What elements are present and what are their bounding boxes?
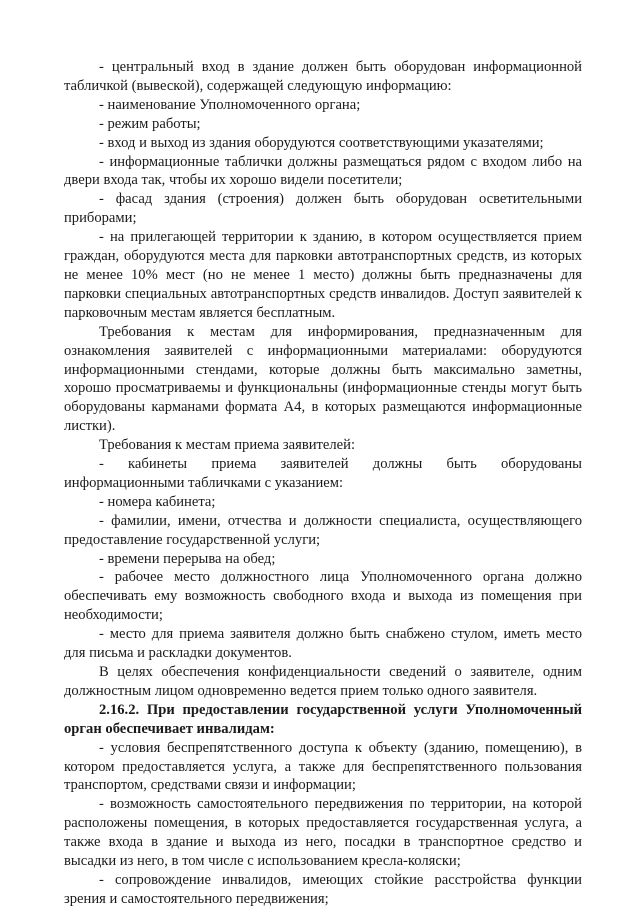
paragraph-confidentiality: В целях обеспечения конфиденциальности сведений о заявителе, одним должностным лицом одновременно ведется прием только одного заявителя. bbox=[64, 664, 582, 699]
section-heading-2-16-2: 2.16.2. При предоставлении государственной услуги Уполномоченный орган обеспечивает инвалидам: bbox=[64, 701, 582, 737]
paragraph-escort: - сопровождение инвалидов, имеющих стойкие расстройства функции зрения и самостоятельного передвижения; bbox=[64, 871, 582, 907]
paragraph-cabinet-number: - номера кабинета; bbox=[99, 493, 216, 510]
paragraph-info-stands: Требования к местам для информирования, предназначенным для ознакомления заявителей с информационными материалами: оборудуются информационными стендами, которые должны быть максимально заметны, хорошо просматриваемы и функциональны (информационные стенды могут быть оборудованы карманами формата А4, в которых размещаются информационные листки). bbox=[64, 323, 582, 435]
paragraph-reception-requirements: Требования к местам приема заявителей: bbox=[99, 437, 356, 454]
paragraph-workplace: - рабочее место должностного лица Уполномоченного органа должно обеспечивать ему возможность свободного входа и выхода из помещения при необходимости; bbox=[64, 569, 582, 624]
paragraph-applicant-seat: - место для приема заявителя должно быть снабжено стулом, иметь место для письма и раскладки документов. bbox=[64, 626, 582, 662]
document-page bbox=[64, 58, 582, 909]
paragraph-entrance-exit-signs: - вход и выход из здания оборудуются соответствующими указателями; bbox=[99, 134, 544, 151]
paragraph-specialist-name: - фамилии, имени, отчества и должности специалиста, осуществляющего предоставление государственной услуги; bbox=[64, 512, 582, 548]
paragraph-authority-name: - наименование Уполномоченного органа; bbox=[99, 96, 361, 113]
paragraph-parking: - на прилегающей территории к зданию, в котором осуществляется прием граждан, оборудуются места для парковки автотранспортных средств, из которых не менее 10% мест (но не менее 1 место) должны быть предназначены для парковки специальных автотранспортных средств инвалидов. Доступ заявителей к парковочным местам является бесплатным. bbox=[64, 229, 582, 321]
paragraph-info-plates: - информационные таблички должны размещаться рядом с входом либо на двери входа так, чтобы их хорошо видели посетители; bbox=[64, 153, 582, 189]
paragraph-facade-lighting: - фасад здания (строения) должен быть оборудован осветительными приборами; bbox=[64, 191, 582, 227]
paragraph-lunch-break: - времени перерыва на обед; bbox=[99, 550, 276, 567]
paragraph-access-conditions: - условия беспрепятственного доступа к объекту (зданию, помещению), в котором предоставляется услуга, а также для беспрепятственного пользования транспортом, средствами связи и информации; bbox=[64, 739, 582, 794]
paragraph-independent-movement: - возможность самостоятельного передвижения по территории, на которой расположены помещения, в которых предоставляется государственная услуга, а также входа в здание и выхода из него, посадки в транспортное средство и высадки из него, в том числе с использованием кресла-коляски; bbox=[64, 796, 582, 870]
paragraph-cabinets: - кабинеты приема заявителей должны быть оборудованы информационными табличками с указанием: bbox=[64, 456, 582, 491]
paragraph-entrance-sign: - центральный вход в здание должен быть оборудован информационной табличкой (вывеской), содержащей следующую информацию: bbox=[64, 59, 582, 94]
paragraph-work-schedule: - режим работы; bbox=[99, 115, 201, 132]
